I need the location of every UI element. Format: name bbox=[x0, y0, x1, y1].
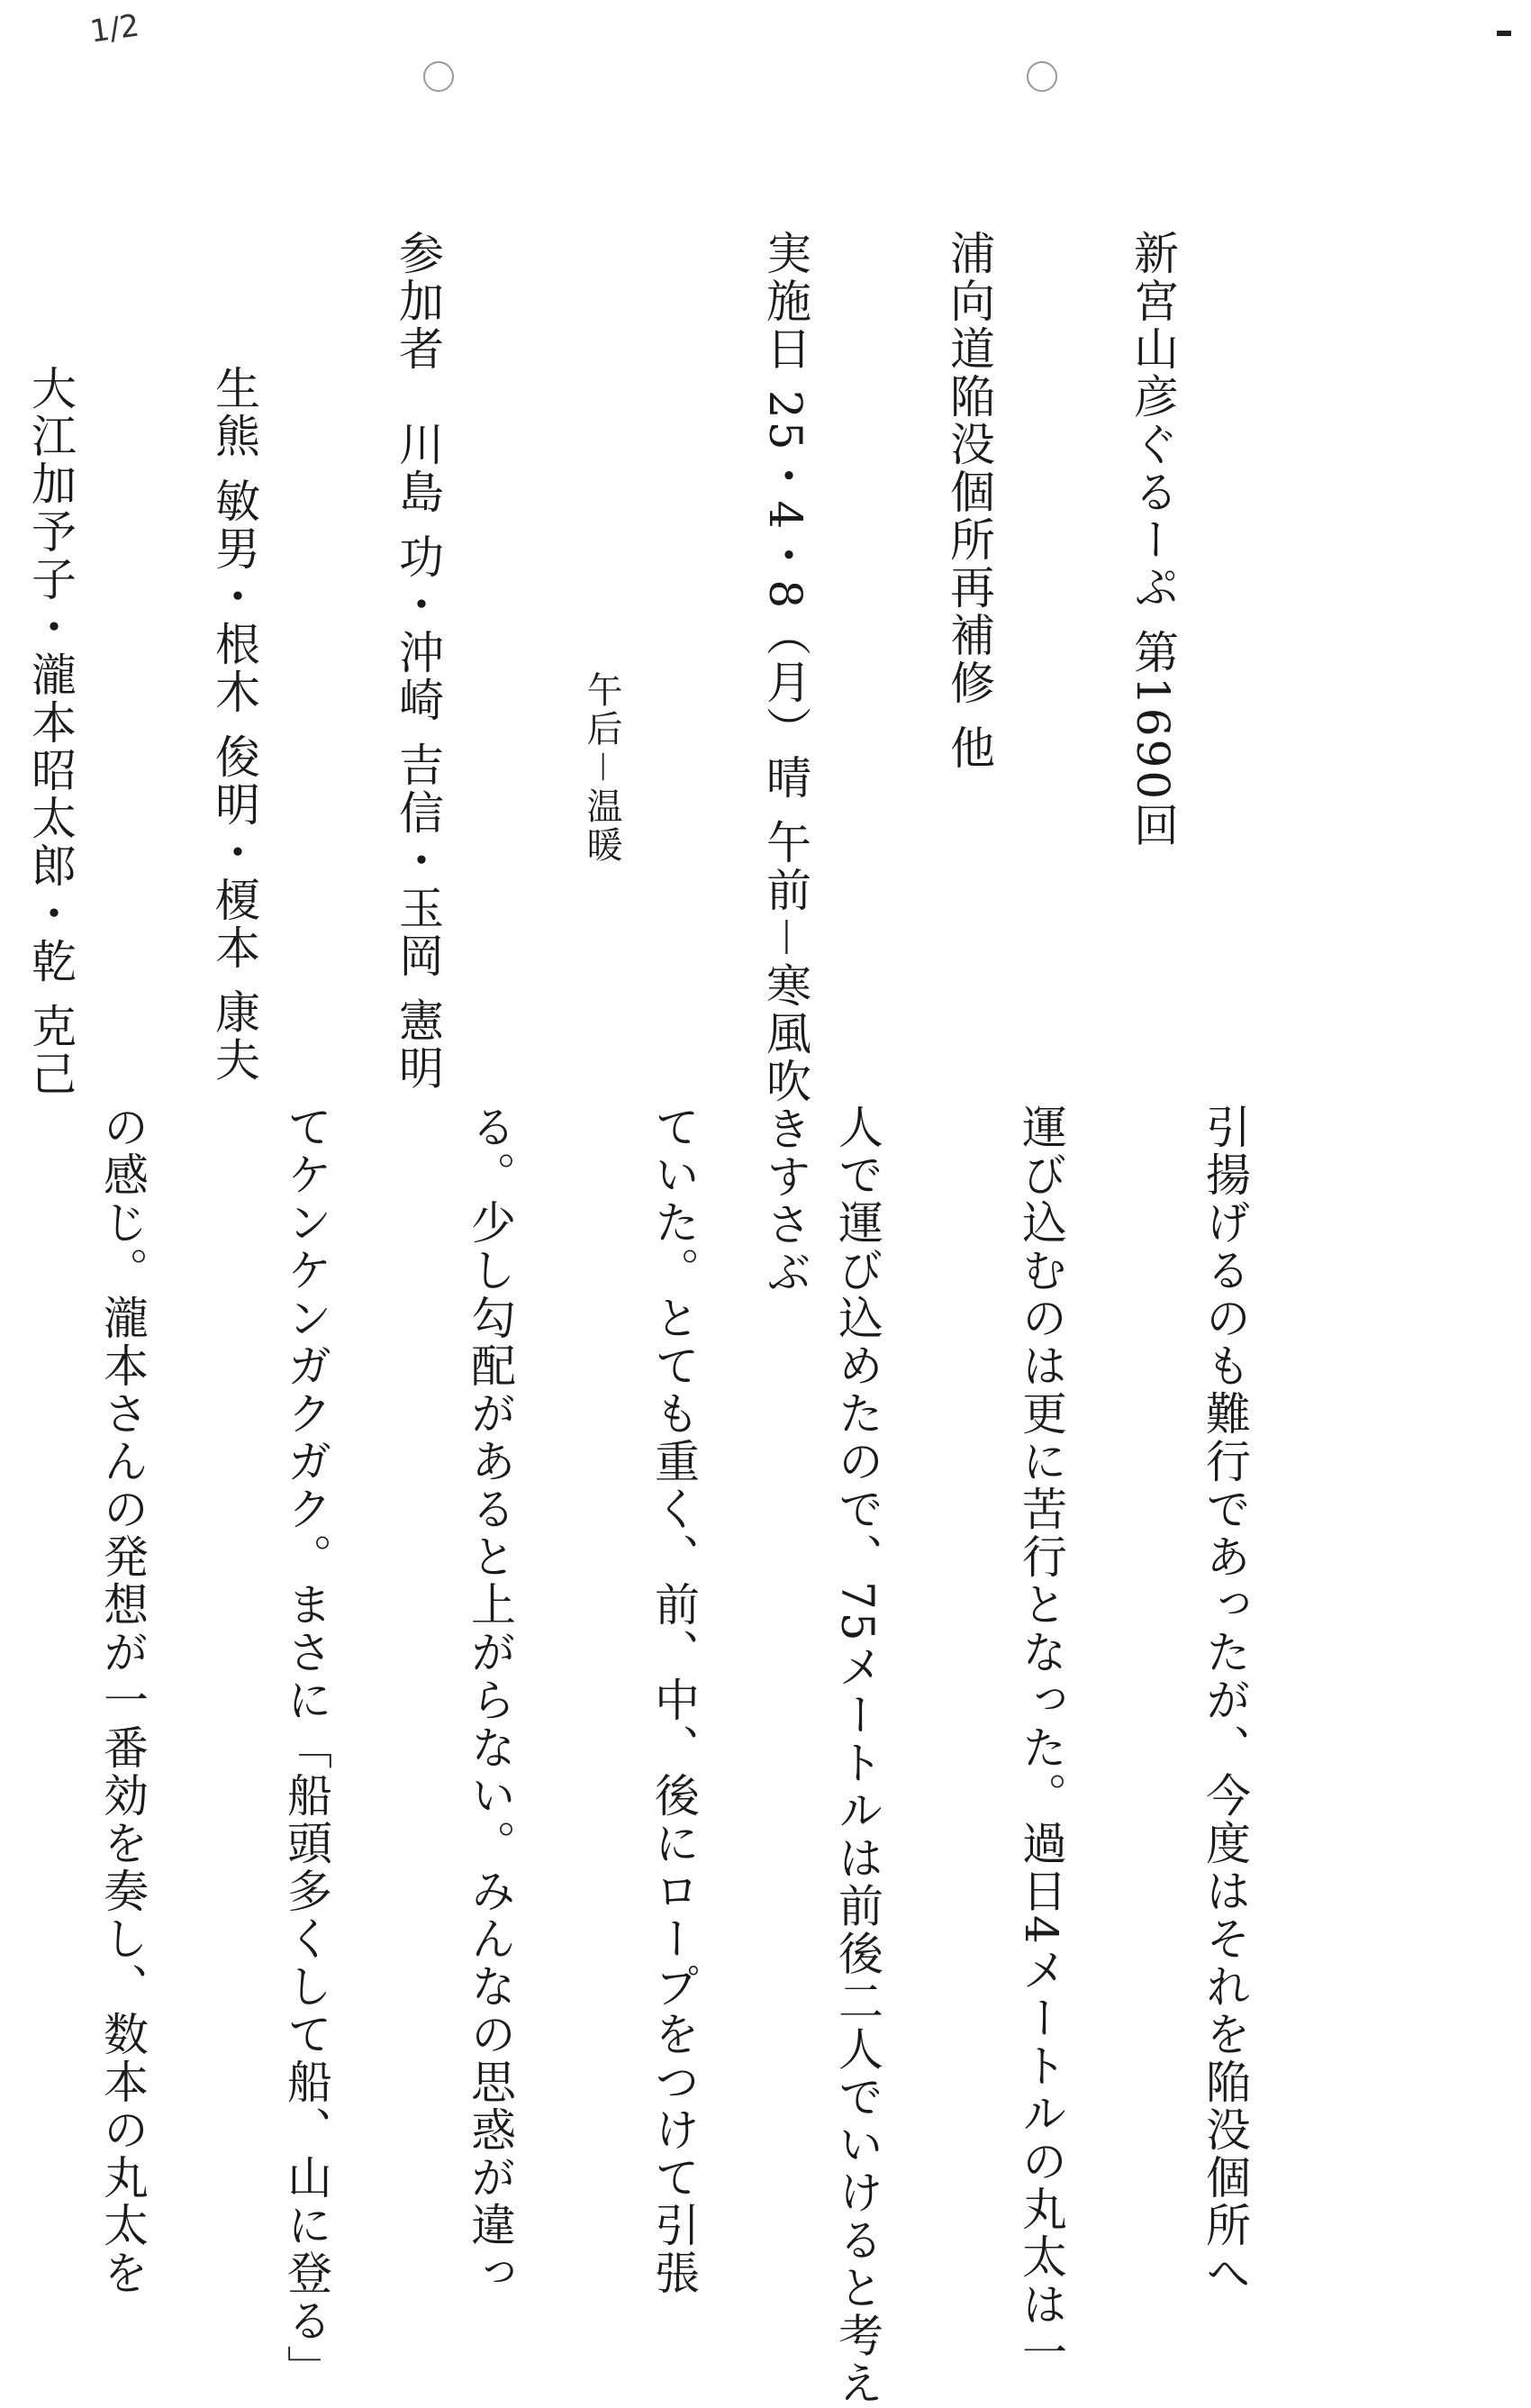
date-line: 実施日 25・4・8（月）晴 午前－寒風吹きすさぶ bbox=[759, 230, 811, 1297]
participants-line-2: 生熊 敏男・根木 俊明・榎本 康夫 bbox=[208, 365, 260, 1085]
participants-names-1: 川島 功・沖崎 吉信・玉岡 憲明 bbox=[392, 421, 444, 1093]
punch-hole bbox=[1027, 61, 1057, 92]
upper-text-block bbox=[0, 230, 1306, 1297]
document-subtitle: 浦向道陥没個所再補修 他 bbox=[943, 230, 995, 772]
body-line: 運び込むのは更に苦行となった。過日4メートルの丸太は一 bbox=[1015, 1104, 1067, 2376]
body-line: る。少し勾配があると上がらない。みんなの思惑が違っ bbox=[464, 1104, 516, 2297]
punch-hole bbox=[423, 61, 454, 92]
body-line: 引揚げるのも難行であったが、今度はそれを陥没個所へ bbox=[1199, 1104, 1251, 2297]
weather-afternoon: 午后－温暖 bbox=[581, 671, 622, 865]
document-title: 新宮山彦ぐるーぷ 第1690回 bbox=[1127, 230, 1179, 850]
body-line: てケンケンガクガク。まさに「船頭多くして船、山に登る」 bbox=[280, 1104, 332, 2393]
participants-line-3: 大江加予子・瀧本昭太郎・乾 克己 bbox=[24, 365, 77, 1098]
lower-text-block bbox=[0, 1104, 1378, 2408]
body-line: ていた。とても重く、前、中、後にロープをつけて引張 bbox=[648, 1104, 700, 2297]
participants-label: 参加者 bbox=[392, 230, 444, 373]
edge-mark bbox=[1497, 31, 1511, 36]
body-line: の感じ。瀧本さんの発想が一番効を奏し、数本の丸太を bbox=[96, 1104, 149, 2297]
participants-line-1 bbox=[387, 230, 448, 1093]
body-line: 人で運び込めたので、75メートルは前後二人でいけると考え bbox=[831, 1104, 883, 2408]
page-number-mark: 1/2 bbox=[87, 7, 142, 50]
